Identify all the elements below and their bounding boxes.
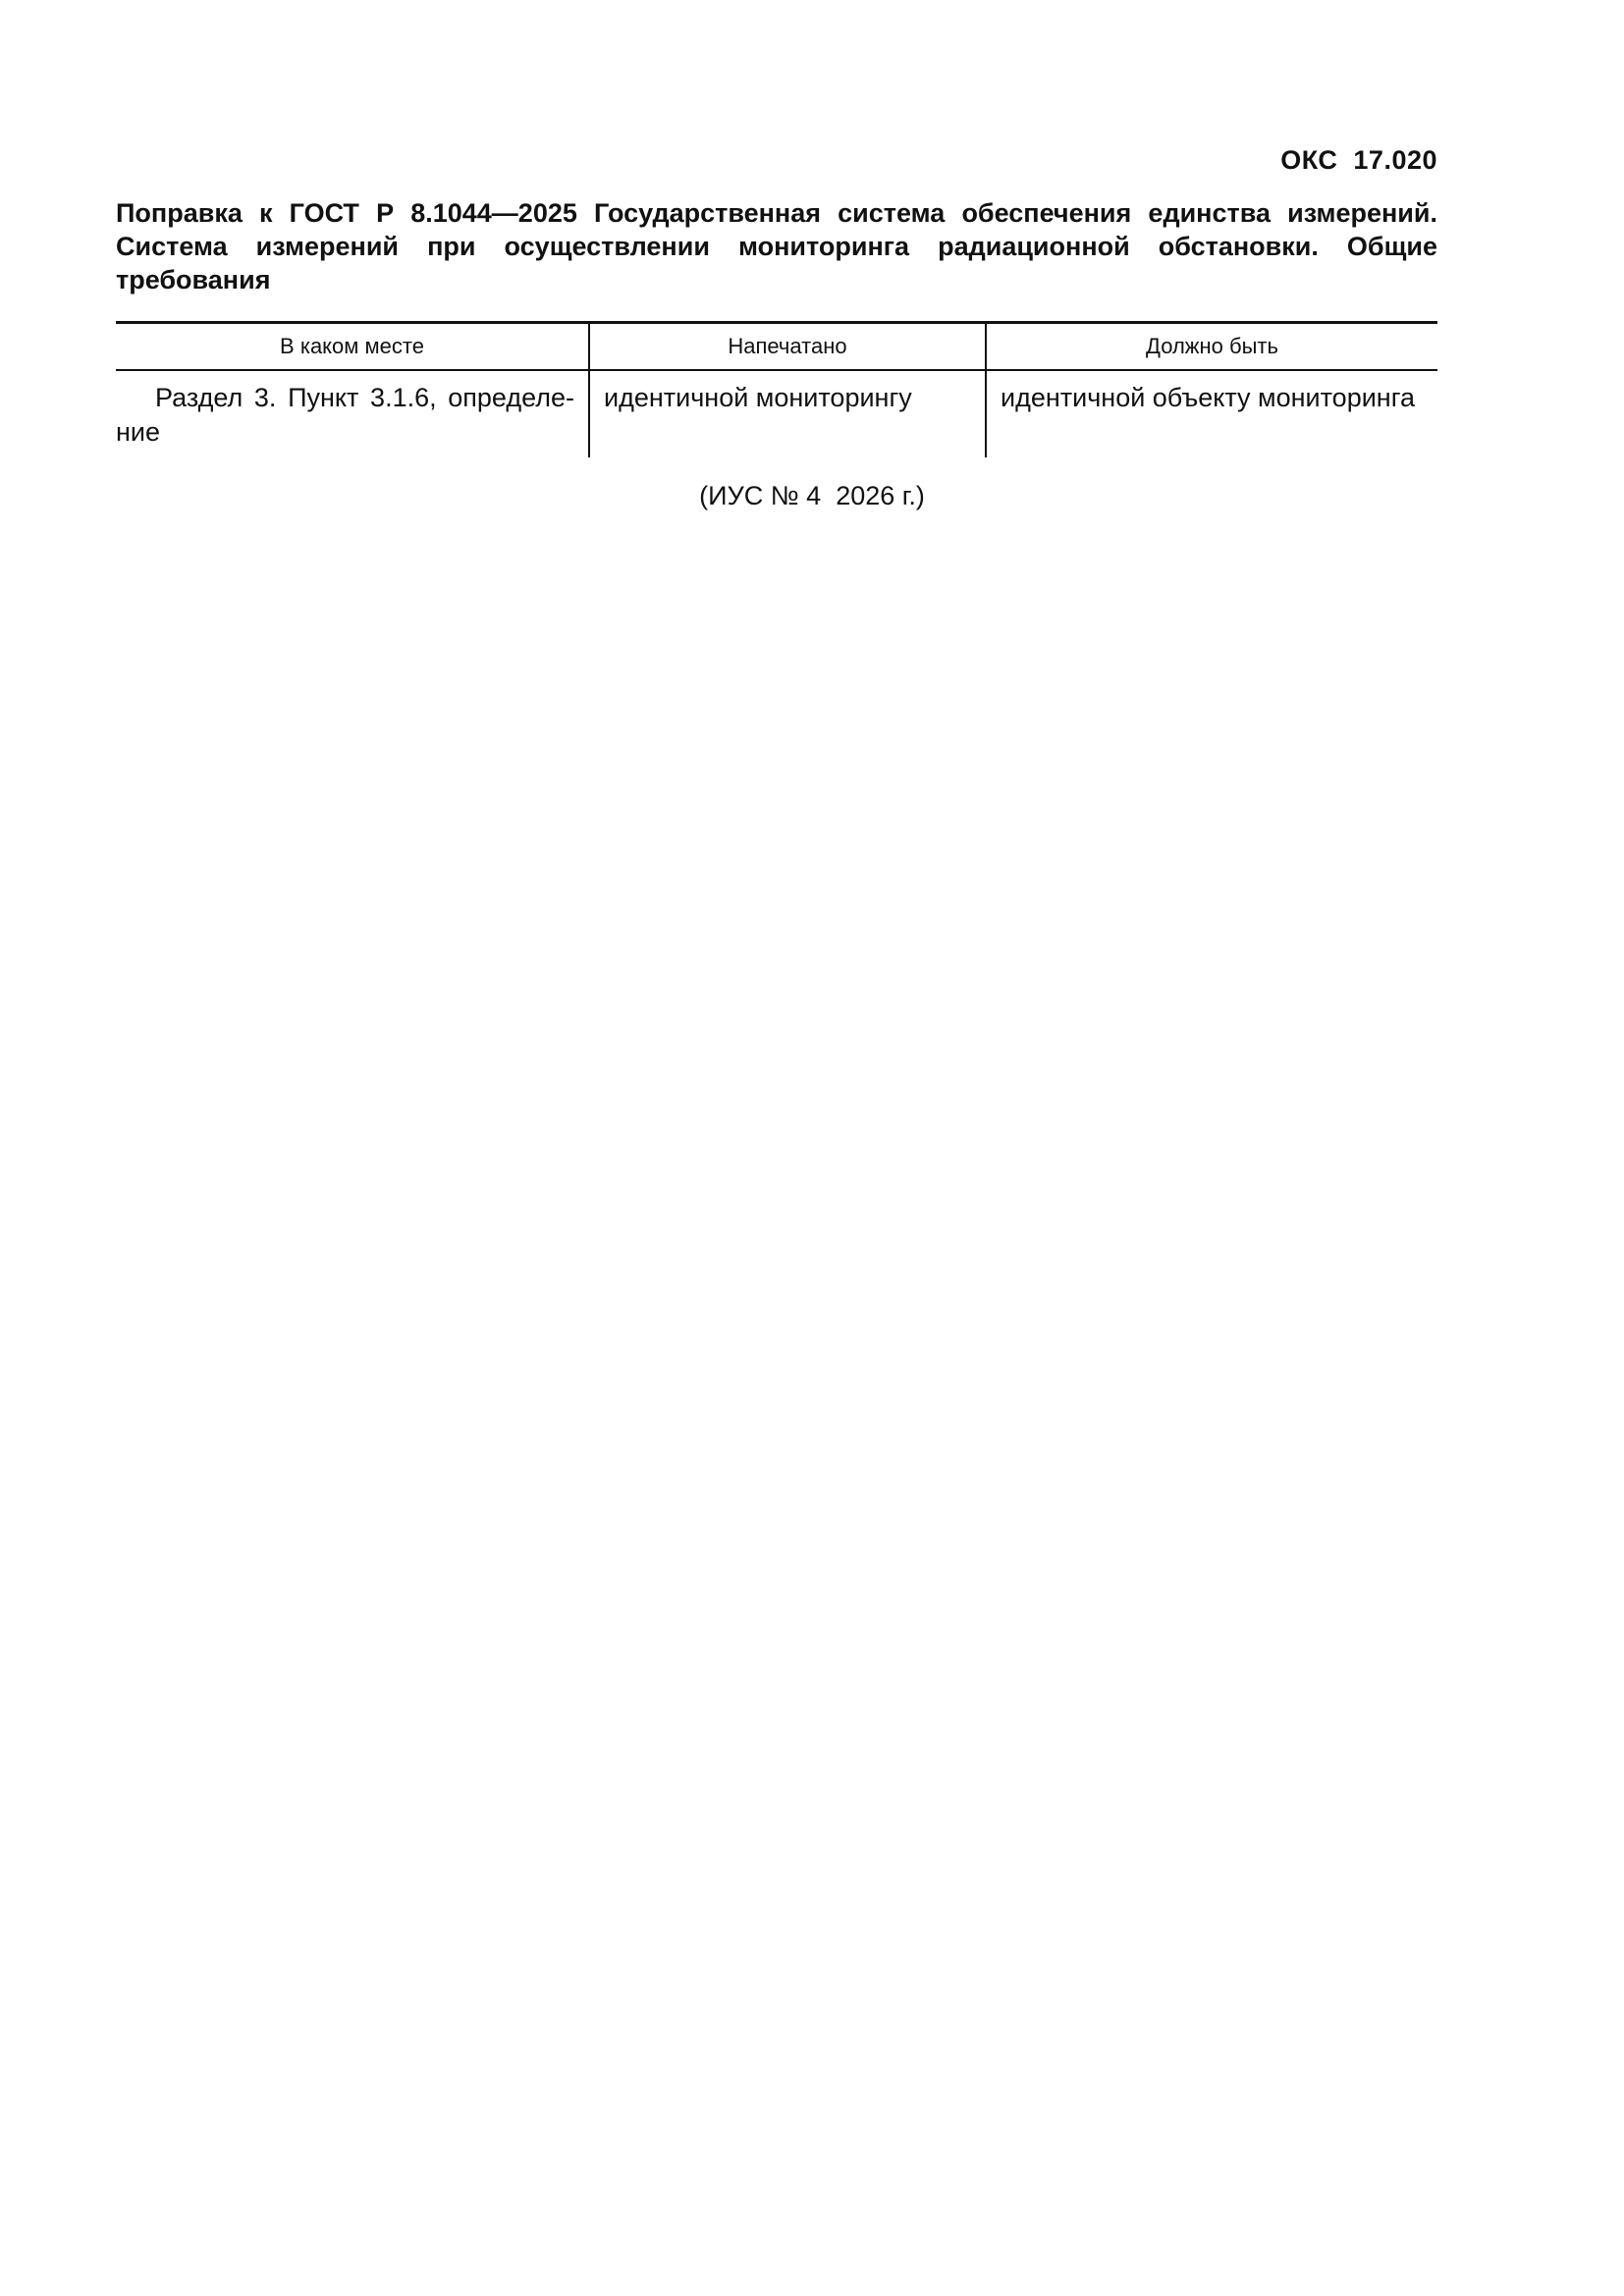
oks-classification-code: ОКС 17.020 [1280,145,1437,175]
cell-place: Раздел 3. Пункт 3.1.6, определение [116,383,574,447]
ius-issue-reference: (ИУС № 4 2026 г.) [699,481,925,510]
column-header-place: В каком месте [116,323,589,371]
cell-printed: идентичной мониторингу [589,370,986,457]
cell-should-be: идентичной объекту мониторинга [986,370,1437,457]
amendment-title: Поправка к ГОСТ Р 8.1044—2025 Государственная система обеспечения единства измерений. Система измерений при осуществлении мониторинга радиационной обстановки. Общие требования [116,198,1437,294]
column-header-should-be: Должно быть [986,323,1437,371]
table-header-row [116,323,1437,371]
amendment-table [116,321,1437,457]
table-row [116,370,1437,457]
column-header-printed: Напечатано [589,323,986,371]
